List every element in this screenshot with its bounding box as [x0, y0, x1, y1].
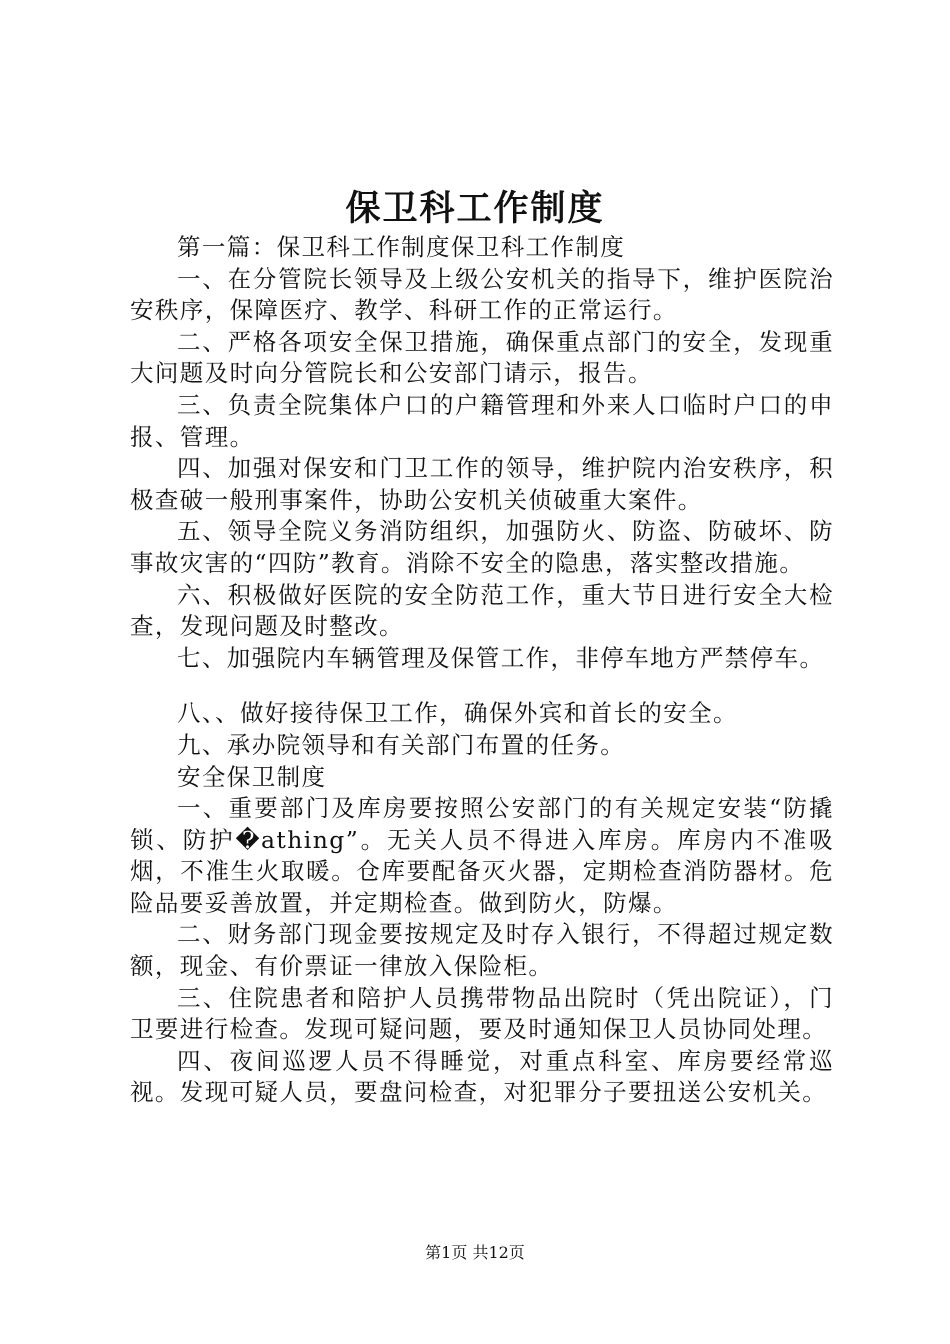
document-body	[130, 232, 834, 1109]
paragraph: 八、、做好接待保卫工作，确保外宾和首长的安全。	[177, 699, 738, 728]
paragraph: 四、加强对保安和门卫工作的领导，维护院内治安秩序，积极查破一般刑事案件，协助公安机关侦破重大案件。	[130, 454, 834, 514]
paragraph: 二、严格各项安全保卫措施，确保重点部门的安全，发现重大问题及时向分管院长和公安部门请示，报告。	[130, 327, 834, 388]
section-heading: 第一篇：保卫科工作制度保卫科工作制度	[177, 233, 626, 261]
document-title: 保卫科工作制度	[345, 188, 605, 229]
paragraph: 九、承办院领导和有关部门布置的任务。	[177, 730, 626, 759]
paragraph: 七、加强院内车辆管理及保管工作，非停车地方严禁停车。	[177, 643, 825, 672]
paragraph: 三、负责全院集体户口的户籍管理和外来人口临时户口的申报、管理。	[130, 390, 834, 451]
paragraph: 一、在分管院长领导及上级公安机关的指导下，维护医院治安秩序，保障医疗、教学、科研工作的正常运行。	[130, 264, 834, 325]
paragraph: 一、重要部门及库房要按照公安部门的有关规定安装“防撬锁、防护�athing”。无关人员不得进入库房。库房内不准吸烟，不准生火取暖。仓库要配备灭火器，定期检查消防器材。危险品要妥善放置，并定期检查。做到防火，防爆。	[130, 794, 834, 917]
paragraph-spacer	[130, 674, 834, 698]
page-number: 第1页 共12页	[425, 1243, 525, 1262]
paragraph: 二、财务部门现金要按规定及时存入银行，不得超过规定数额，现金、有价票证一律放入保险柜。	[130, 920, 834, 981]
paragraph: 四、夜间巡逻人员不得睡觉，对重点科室、库房要经常巡视。发现可疑人员，要盘问检查，对犯罪分子要扭送公安机关。	[130, 1046, 834, 1107]
paragraph: 三、住院患者和陪护人员携带物品出院时（凭出院证），门卫要进行检查。发现可疑问题，要及时通知保卫人员协同处理。	[130, 983, 834, 1044]
paragraph: 六、积极做好医院的安全防范工作，重大节日进行安全大检查，发现问题及时整改。	[130, 580, 834, 641]
paragraph: 五、领导全院义务消防组织，加强防火、防盗、防破坏、防事故灾害的“四防”教育。消除不安全的隐患，落实整改措施。	[130, 517, 834, 577]
section-heading: 安全保卫制度	[177, 762, 327, 791]
